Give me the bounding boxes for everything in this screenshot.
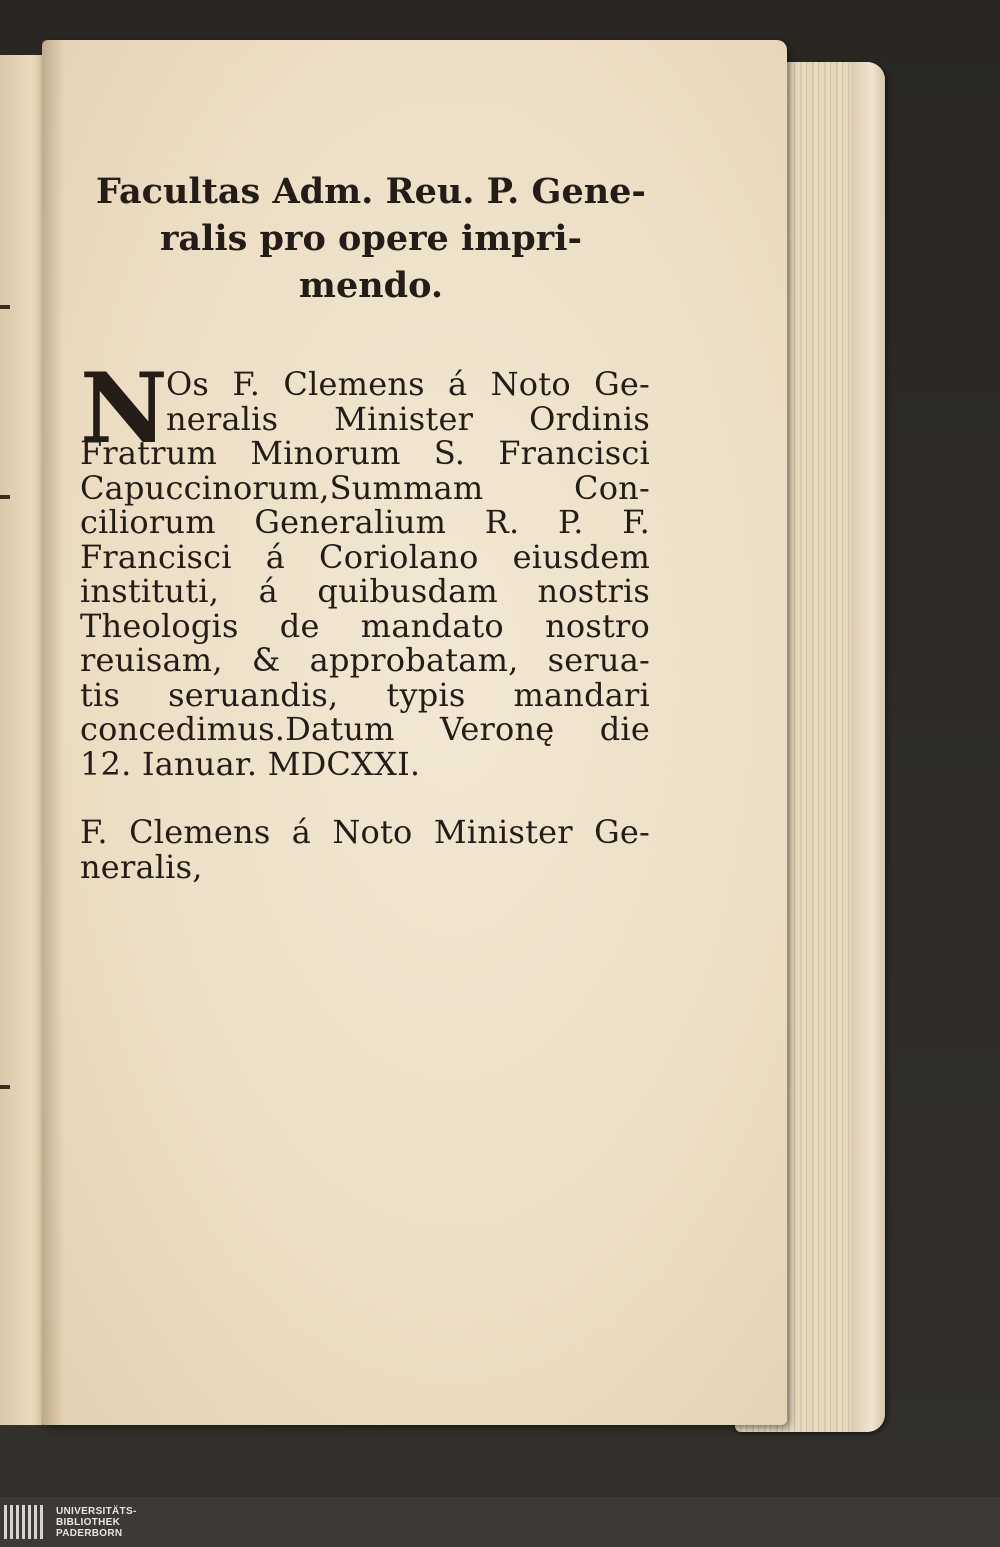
library-name	[56, 1506, 137, 1539]
body-line: concedimus.Datum Veronę die	[80, 710, 650, 748]
body-line: neralis Minister Ordinis	[166, 399, 650, 438]
page-gutter	[42, 40, 64, 1425]
body-line: Capuccinorum,Summam Con-	[80, 468, 650, 507]
body-line: reuisam, & approbatam, serua-	[80, 641, 650, 679]
signature-line: neralis,	[80, 847, 203, 886]
body-paragraph	[80, 352, 650, 783]
library-logo	[4, 1505, 46, 1539]
library-footer	[0, 1497, 1000, 1547]
body-line: tis seruandis, typis mandari	[80, 675, 650, 714]
library-name-line: PADERBORN	[56, 1527, 123, 1539]
body-line: Theologis de mandato nostro	[80, 606, 650, 645]
book-page	[42, 40, 787, 1425]
heading-line: Facultas Adm. Reu. P. Gene-	[96, 171, 646, 212]
drop-cap-initial: N	[80, 352, 168, 465]
heading-line: mendo.	[298, 265, 444, 306]
page-heading	[80, 168, 650, 309]
signature-block	[80, 815, 650, 884]
library-name-line: BIBLIOTHEK	[56, 1516, 121, 1528]
library-name-line: UNIVERSITÄTS-	[56, 1505, 137, 1517]
body-line: Fratrum Minorum S. Francisci	[80, 434, 650, 472]
body-line: Francisci á Coriolano eiusdem	[80, 537, 650, 576]
signature-line: F. Clemens á Noto Minister Ge-	[80, 813, 650, 851]
page-text	[80, 168, 650, 884]
body-line: instituti, á quibusdam nostris	[80, 572, 650, 610]
body-line: ciliorum Generalium R. P. F.	[80, 503, 650, 541]
body-line: Os F. Clemens á Noto Ge-	[166, 365, 650, 403]
heading-line: ralis pro opere impri-	[159, 218, 583, 259]
body-line: 12. Ianuar. MDCXXI.	[80, 744, 421, 783]
